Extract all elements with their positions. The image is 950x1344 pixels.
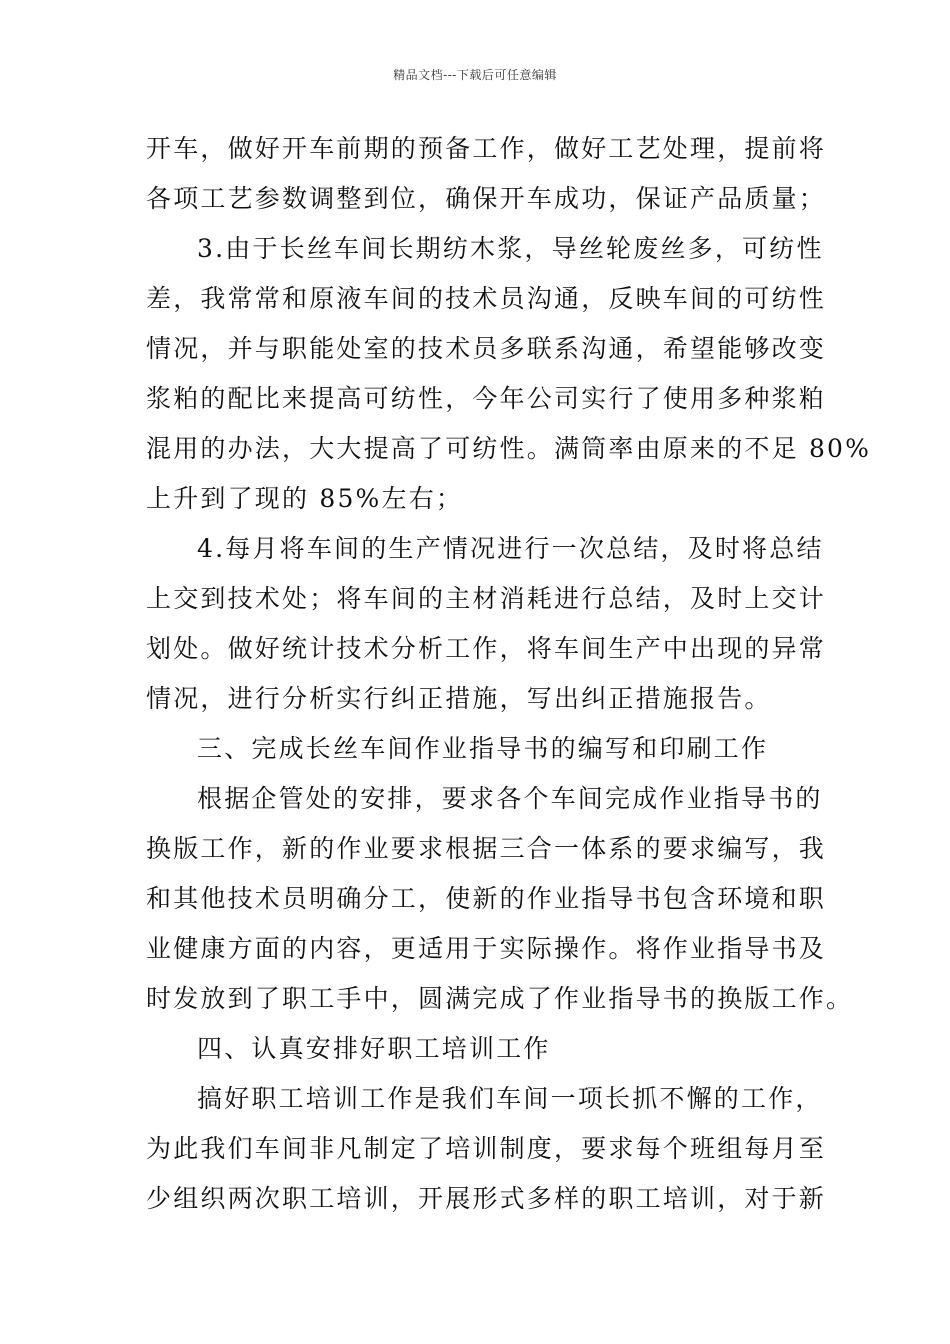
text-line: 为此我们车间非凡制定了培训制度，要求每个班组每月至 [146,1134,827,1163]
text-line: 上升到了现的 85%左右； [146,484,464,513]
page-header: 精品文档---下载后可任意编辑 [393,68,557,82]
text-line: 开车，做好开车前期的预备工作，做好工艺处理，提前将 [146,134,827,163]
text-line: 情况，进行分析实行纠正措施，写出纠正措施报告。 [146,684,772,713]
section-heading: 三、完成长丝车间作业指导书的编写和印刷工作 [197,734,769,763]
text-line: 搞好职工培训工作是我们车间一项长抓不懈的工作， [197,1084,823,1113]
text-line: 4.每月将车间的生产情况进行一次总结，及时将总结 [197,534,824,563]
text-line: 差，我常常和原液车间的技术员沟通，反映车间的可纺性 [146,284,827,313]
text-line: 换版工作，新的作业要求根据三合一体系的要求编写，我 [146,834,827,863]
text-line: 情况，并与职能处室的技术员多联系沟通，希望能够改变 [146,334,827,363]
text-line: 业健康方面的内容，更适用于实际操作。将作业指导书及 [146,934,827,963]
text-line: 上交到技术处；将车间的主材消耗进行总结，及时上交计 [146,584,827,613]
text-line: 浆粕的配比来提高可纺性，今年公司实行了使用多种浆粕 [146,384,827,413]
text-line: 3.由于长丝车间长期纺木浆，导丝轮废丝多，可纺性 [197,234,824,263]
text-line: 划处。做好统计技术分析工作，将车间生产中出现的异常 [146,634,827,663]
text-line: 根据企管处的安排，要求各个车间完成作业指导书的 [197,784,823,813]
text-line: 混用的办法，大大提高了可纺性。满筒率由原来的不足 80% [146,434,872,463]
text-line: 各项工艺参数调整到位，确保开车成功，保证产品质量； [146,184,827,213]
text-line: 时发放到了职工手中，圆满完成了作业指导书的换版工作。 [146,984,854,1013]
section-heading: 四、认真安排好职工培训工作 [197,1034,551,1063]
text-line: 少组织两次职工培训，开展形式多样的职工培训，对于新 [146,1184,827,1213]
text-line: 和其他技术员明确分工，使新的作业指导书包含环境和职 [146,884,827,913]
